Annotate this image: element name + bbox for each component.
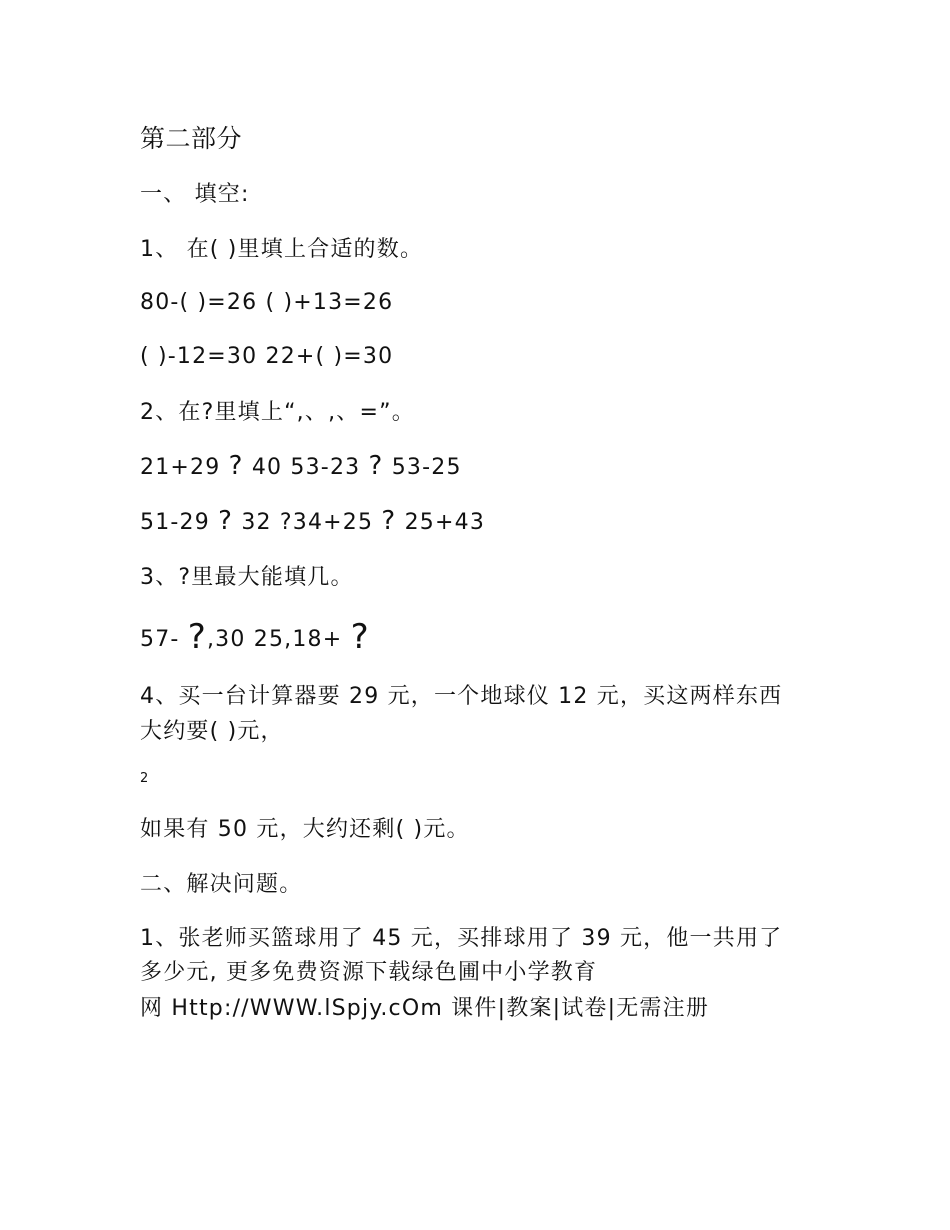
- compare-placeholder: ?: [381, 506, 397, 536]
- question-4-line-1: 4、买一台计算器要 29 元，一个地球仪 12 元，买这两样东西: [140, 684, 783, 709]
- expr-text: 51-29: [140, 510, 219, 535]
- expr-text: 53-25: [383, 455, 462, 480]
- problem-1-line-3: 网 Http://WWW.lSpjy.cOm 课件|教案|试卷|无需注册: [140, 996, 710, 1021]
- expr-text: 40 53-23: [243, 455, 369, 480]
- compare-placeholder: ?: [218, 506, 234, 536]
- page-number: 2: [140, 771, 150, 786]
- question-3-row: [140, 617, 370, 657]
- expr-text: 21+29: [140, 455, 229, 480]
- max-digit-placeholder: ?: [187, 617, 207, 657]
- compare-placeholder: ?: [368, 451, 384, 481]
- question-4-line-2: 大约要( )元，: [140, 719, 284, 744]
- part-title: 第二部分: [140, 124, 243, 153]
- question-1-row-1: 80-( )=26 ( )+13=26: [140, 290, 394, 315]
- problem-1-line-2: 多少元, 更多免费资源下载绿色圃中小学教育: [140, 960, 598, 985]
- expr-text: ,30 25,18+: [206, 627, 351, 652]
- expr-text: 57-: [140, 627, 188, 652]
- question-2-row-1: [140, 451, 462, 483]
- expr-text: 32 ?34+25: [233, 510, 382, 535]
- section-problem-solving-heading: 二、解决问题。: [140, 872, 303, 897]
- max-digit-placeholder: ?: [350, 617, 370, 657]
- question-2-row-2: [140, 506, 485, 538]
- question-1-row-2: ( )-12=30 22+( )=30: [140, 344, 394, 369]
- problem-1-line-1: 1、张老师买篮球用了 45 元，买排球用了 39 元，他一共用了: [140, 926, 783, 951]
- compare-placeholder: ?: [228, 451, 244, 481]
- question-1-prompt: 1、 在( )里填上合适的数。: [140, 237, 424, 262]
- question-2-prompt: 2、在?里填上“,、,、=”。: [140, 400, 415, 425]
- expr-text: 25+43: [396, 510, 486, 535]
- question-3-prompt: 3、?里最大能填几。: [140, 565, 354, 590]
- section-fill-blank-heading: 一、 填空:: [140, 182, 250, 207]
- question-4-line-3: 如果有 50 元，大约还剩( )元。: [140, 817, 470, 842]
